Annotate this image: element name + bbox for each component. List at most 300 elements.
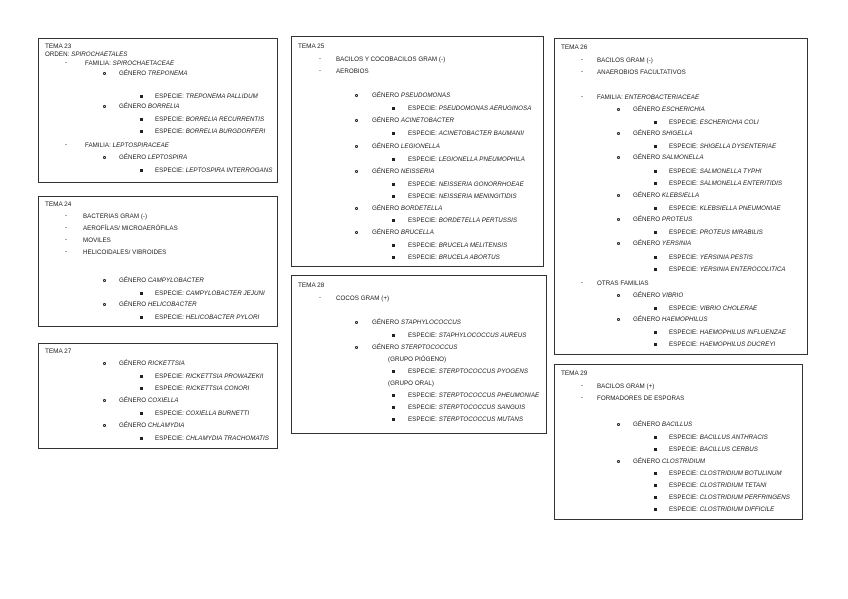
- genus-prefix: GÉNERO: [119, 397, 147, 404]
- square-bullet: [392, 219, 395, 222]
- species-prefix: ESPECIE:: [669, 341, 698, 348]
- genus-line: [372, 229, 434, 236]
- species-line: [155, 167, 272, 174]
- species-prefix: ESPECIE:: [408, 368, 437, 375]
- species-prefix: ESPECIE:: [408, 332, 437, 339]
- square-bullet: [140, 437, 143, 440]
- species-name: VIBRIO CHOLERAE: [699, 305, 758, 312]
- tema-27-box: [38, 343, 278, 449]
- order-name: SPIROCHAETALES: [71, 51, 128, 58]
- species-prefix: ESPECIE:: [669, 266, 698, 273]
- tema-title: TEMA 27: [45, 348, 72, 355]
- circle-bullet: [103, 362, 106, 365]
- square-bullet: [392, 406, 395, 409]
- genus-name: PSEUDOMONAS: [400, 92, 451, 99]
- square-bullet: [392, 334, 395, 337]
- family-name: SPIROCHAETACEAE: [112, 60, 175, 67]
- attribute-line: AEROFÍLAS/ MICROAERÓFILAS: [83, 225, 178, 232]
- square-bullet: [654, 207, 657, 210]
- genus-line: [372, 92, 450, 99]
- genus-line: [633, 421, 692, 428]
- genus-line: [372, 143, 440, 150]
- order-line: [45, 51, 127, 58]
- dash-bullet: -: [581, 280, 583, 286]
- circle-bullet: [617, 294, 620, 297]
- species-prefix: ESPECIE:: [155, 435, 184, 442]
- species-prefix: ESPECIE:: [408, 404, 437, 411]
- species-prefix: ESPECIE:: [408, 156, 437, 163]
- genus-line: [633, 316, 708, 323]
- tema-29-box: [554, 364, 803, 520]
- tema-title: TEMA 24: [45, 201, 72, 208]
- species-name: BORDETELLA PERTUSSIS: [438, 217, 518, 224]
- square-bullet: [654, 231, 657, 234]
- species-prefix: ESPECIE:: [669, 434, 698, 441]
- species-name: NEISSERIA MENINGITIDIS: [438, 193, 517, 200]
- species-name: COXIELLA BURNETTI: [185, 410, 250, 417]
- dash-bullet: -: [65, 225, 67, 231]
- tema-28-box: [291, 275, 547, 434]
- attribute-line: MOVILES: [83, 237, 111, 244]
- species-line: [408, 392, 539, 399]
- square-bullet: [392, 195, 395, 198]
- genus-line: [119, 154, 187, 161]
- dash-bullet: -: [319, 56, 321, 62]
- genus-name: TREPONEMA: [147, 70, 188, 77]
- species-line: [408, 130, 524, 137]
- attribute-line: OTRAS FAMILIAS: [597, 280, 649, 287]
- species-prefix: ESPECIE:: [669, 143, 698, 150]
- species-name: ESCHERICHIA COLI: [699, 119, 759, 126]
- dash-bullet: -: [581, 395, 583, 401]
- square-bullet: [654, 145, 657, 148]
- genus-prefix: GÉNERO: [633, 154, 661, 161]
- square-bullet: [654, 484, 657, 487]
- dash-bullet: -: [581, 383, 583, 389]
- species-prefix: ESPECIE:: [155, 314, 184, 321]
- genus-line: [372, 117, 454, 124]
- square-bullet: [654, 472, 657, 475]
- species-name: CAMPYLOBACTER JEJUNI: [185, 290, 265, 297]
- genus-name: LEPTOSPIRA: [147, 154, 188, 161]
- circle-bullet: [103, 279, 106, 282]
- species-line: [669, 329, 786, 336]
- circle-bullet: [103, 72, 106, 75]
- genus-prefix: GÉNERO: [119, 154, 147, 161]
- square-bullet: [654, 307, 657, 310]
- circle-bullet: [103, 399, 106, 402]
- group-label: (GRUPO ORAL): [388, 380, 434, 387]
- species-name: CLOSTRIDIUM TETANI: [699, 482, 767, 489]
- species-line: [669, 266, 786, 273]
- square-bullet: [654, 182, 657, 185]
- family-prefix: FAMILIA:: [597, 94, 623, 101]
- genus-line: [633, 106, 705, 113]
- species-line: [669, 494, 790, 501]
- species-line: [408, 242, 507, 249]
- species-line: [408, 254, 500, 261]
- circle-bullet: [617, 156, 620, 159]
- genus-prefix: GÉNERO: [119, 422, 147, 429]
- square-bullet: [392, 132, 395, 135]
- square-bullet: [140, 316, 143, 319]
- genus-line: [372, 168, 434, 175]
- genus-name: CAMPYLOBACTER: [147, 277, 204, 284]
- species-prefix: ESPECIE:: [155, 93, 184, 100]
- genus-name: HELICOBACTER: [147, 301, 197, 308]
- genus-prefix: GÉNERO: [372, 143, 400, 150]
- square-bullet: [654, 121, 657, 124]
- species-name: YERSINIA ENTEROCOLITICA: [699, 266, 786, 273]
- circle-bullet: [617, 423, 620, 426]
- genus-line: [119, 422, 184, 429]
- genus-prefix: GÉNERO: [372, 319, 400, 326]
- genus-line: [633, 154, 704, 161]
- species-prefix: ESPECIE:: [155, 410, 184, 417]
- genus-prefix: GÉNERO: [372, 344, 400, 351]
- species-prefix: ESPECIE:: [155, 385, 184, 392]
- species-line: [669, 482, 767, 489]
- species-name: PROTEUS MIRABILIS: [699, 229, 763, 236]
- species-name: CHLAMYDIA TRACHOMATIS: [185, 435, 269, 442]
- genus-name: BORRELIA: [147, 103, 180, 110]
- square-bullet: [654, 343, 657, 346]
- genus-line: [372, 319, 461, 326]
- genus-name: BACILLUS: [661, 421, 693, 428]
- genus-name: BRUCELLA: [400, 229, 434, 236]
- family-name: LEPTOSPIRACEAE: [112, 142, 169, 149]
- genus-prefix: GÉNERO: [633, 240, 661, 247]
- dash-bullet: -: [65, 142, 67, 148]
- genus-line: [119, 103, 180, 110]
- genus-prefix: GÉNERO: [372, 92, 400, 99]
- genus-name: SHIGELLA: [661, 130, 693, 137]
- species-prefix: ESPECIE:: [155, 290, 184, 297]
- species-prefix: ESPECIE:: [408, 217, 437, 224]
- genus-prefix: GÉNERO: [119, 277, 147, 284]
- dash-bullet: -: [581, 69, 583, 75]
- species-line: [669, 446, 758, 453]
- species-line: [155, 128, 265, 135]
- square-bullet: [140, 387, 143, 390]
- species-prefix: ESPECIE:: [669, 506, 698, 513]
- attribute-line: BACILOS Y COCOBACILOS GRAM (-): [336, 56, 446, 63]
- genus-name: RICKETTSIA: [147, 360, 185, 367]
- dash-bullet: -: [581, 94, 583, 100]
- circle-bullet: [617, 218, 620, 221]
- species-name: BACILLUS ANTHRACIS: [699, 434, 768, 441]
- genus-name: SALMONELLA: [661, 154, 704, 161]
- species-prefix: ESPECIE:: [669, 229, 698, 236]
- species-prefix: ESPECIE:: [408, 193, 437, 200]
- circle-bullet: [103, 424, 106, 427]
- circle-bullet: [355, 346, 358, 349]
- circle-bullet: [355, 145, 358, 148]
- attribute-line: ANAEROBIOS FACULTATIVOS: [597, 69, 686, 76]
- species-line: [669, 119, 759, 126]
- attribute-line: BACILOS GRAM (-): [597, 57, 653, 64]
- genus-name: STERPTOCOCCUS: [400, 344, 458, 351]
- genus-prefix: GÉNERO: [633, 292, 661, 299]
- square-bullet: [654, 331, 657, 334]
- genus-prefix: GÉNERO: [633, 421, 661, 428]
- species-name: LEGIONELLA PNEUMOPHILA: [438, 156, 525, 163]
- species-name: PSEUDOMONAS AERUGINOSA: [438, 105, 532, 112]
- species-name: KLEBSIELLA PNEUMONIAE: [699, 205, 781, 212]
- attribute-line: AEROBIOS: [336, 68, 369, 75]
- species-line: [408, 404, 525, 411]
- square-bullet: [654, 268, 657, 271]
- species-name: CLOSTRIDIUM PERFRINGENS: [699, 494, 790, 501]
- genus-line: [633, 192, 699, 199]
- species-prefix: ESPECIE:: [408, 130, 437, 137]
- circle-bullet: [103, 303, 106, 306]
- species-name: CLOSTRIDIUM BOTULINUM: [699, 470, 782, 477]
- species-prefix: ESPECIE:: [408, 416, 437, 423]
- species-line: [408, 181, 524, 188]
- genus-line: [633, 216, 692, 223]
- species-prefix: ESPECIE:: [408, 181, 437, 188]
- genus-prefix: GÉNERO: [372, 168, 400, 175]
- species-name: STERPTOCOCCUS SANGUIS: [438, 404, 526, 411]
- circle-bullet: [617, 108, 620, 111]
- species-name: STERPTOCOCCUS PYOGENS: [438, 368, 529, 375]
- species-line: [669, 305, 757, 312]
- species-name: SHIGELLA DYSENTERIAE: [699, 143, 777, 150]
- circle-bullet: [103, 156, 106, 159]
- genus-prefix: GÉNERO: [119, 103, 147, 110]
- species-line: [408, 156, 525, 163]
- genus-name: NEISSERIA: [400, 168, 435, 175]
- family-line: [597, 94, 699, 101]
- family-prefix: FAMILIA:: [85, 142, 111, 149]
- genus-line: [372, 205, 442, 212]
- species-name: NEISSERIA GONORRHOEAE: [438, 181, 524, 188]
- circle-bullet: [617, 460, 620, 463]
- square-bullet: [392, 418, 395, 421]
- species-line: [669, 254, 753, 261]
- species-prefix: ESPECIE:: [155, 167, 184, 174]
- species-name: BACILLUS CERBUS: [699, 446, 758, 453]
- genus-prefix: GÉNERO: [633, 192, 661, 199]
- circle-bullet: [103, 105, 106, 108]
- tema-title: TEMA 25: [298, 43, 325, 50]
- dash-bullet: -: [65, 249, 67, 255]
- species-name: HAEMOPHILUS INFLUENZAE: [699, 329, 787, 336]
- species-prefix: ESPECIE:: [669, 168, 698, 175]
- species-prefix: ESPECIE:: [155, 116, 184, 123]
- circle-bullet: [617, 194, 620, 197]
- tema-title: TEMA 26: [561, 44, 588, 51]
- genus-prefix: GÉNERO: [119, 70, 147, 77]
- species-name: HELICOBACTER PYLORI: [185, 314, 260, 321]
- species-prefix: ESPECIE:: [669, 470, 698, 477]
- square-bullet: [140, 95, 143, 98]
- genus-name: STAPHYLOCOCCUS: [400, 319, 461, 326]
- circle-bullet: [355, 207, 358, 210]
- species-prefix: ESPECIE:: [669, 119, 698, 126]
- genus-line: [119, 397, 179, 404]
- tema-25-box: [291, 36, 544, 267]
- species-line: [155, 93, 258, 100]
- attribute-line: HELICOIDALES/ VIBROIDES: [83, 249, 167, 256]
- tema-title: TEMA 29: [561, 370, 588, 377]
- dash-bullet: -: [65, 213, 67, 219]
- circle-bullet: [355, 231, 358, 234]
- tema-26-box: [554, 38, 808, 355]
- genus-line: [119, 277, 204, 284]
- species-line: [155, 435, 269, 442]
- species-prefix: ESPECIE:: [408, 105, 437, 112]
- tema-23-box: [38, 38, 278, 183]
- dash-bullet: -: [319, 68, 321, 74]
- species-line: [155, 373, 263, 380]
- genus-prefix: GÉNERO: [119, 301, 147, 308]
- species-line: [669, 205, 781, 212]
- dash-bullet: -: [581, 57, 583, 63]
- square-bullet: [140, 130, 143, 133]
- species-name: STERPTOCOCCUS PHEUMONIAE: [438, 392, 540, 399]
- species-name: TREPONEMA PALLIDUM: [185, 93, 258, 100]
- species-prefix: ESPECIE:: [669, 494, 698, 501]
- family-prefix: FAMILIA:: [85, 60, 111, 67]
- genus-name: KLEBSIELLA: [661, 192, 700, 199]
- genus-prefix: GÉNERO: [633, 316, 661, 323]
- genus-prefix: GÉNERO: [372, 205, 400, 212]
- species-line: [408, 368, 528, 375]
- square-bullet: [654, 508, 657, 511]
- genus-name: HAEMOPHILUS: [661, 316, 708, 323]
- species-prefix: ESPECIE:: [408, 392, 437, 399]
- square-bullet: [392, 370, 395, 373]
- species-line: [155, 314, 259, 321]
- square-bullet: [392, 256, 395, 259]
- species-line: [669, 341, 775, 348]
- attribute-line: BACILOS GRAM (+): [597, 383, 655, 390]
- circle-bullet: [355, 119, 358, 122]
- square-bullet: [392, 394, 395, 397]
- genus-name: PROTEUS: [661, 216, 693, 223]
- genus-name: LEGIONELLA: [400, 143, 440, 150]
- genus-line: [633, 292, 683, 299]
- species-prefix: ESPECIE:: [669, 329, 698, 336]
- genus-prefix: GÉNERO: [372, 229, 400, 236]
- order-prefix: ORDEN:: [45, 51, 70, 58]
- species-name: STERPTOCOCCUS MUTANS: [438, 416, 524, 423]
- dash-bullet: -: [65, 60, 67, 66]
- genus-prefix: GÉNERO: [633, 106, 661, 113]
- circle-bullet: [617, 242, 620, 245]
- species-line: [155, 410, 249, 417]
- species-line: [155, 116, 264, 123]
- species-name: SALMONELLA ENTERITIDIS: [699, 180, 783, 187]
- family-line: [85, 60, 174, 67]
- species-line: [408, 416, 523, 423]
- genus-name: VIBRIO: [661, 292, 684, 299]
- genus-prefix: GÉNERO: [372, 117, 400, 124]
- species-name: LEPTOSPIRA INTERROGANS: [185, 167, 273, 174]
- species-prefix: ESPECIE:: [155, 128, 184, 135]
- species-line: [155, 385, 249, 392]
- genus-name: YERSINIA: [661, 240, 692, 247]
- circle-bullet: [617, 132, 620, 135]
- species-line: [408, 217, 517, 224]
- species-name: ACINETOBACTER BAUMANII: [438, 130, 524, 137]
- species-line: [408, 332, 526, 339]
- genus-name: BORDETELLA: [400, 205, 443, 212]
- square-bullet: [392, 183, 395, 186]
- circle-bullet: [355, 94, 358, 97]
- genus-line: [119, 360, 185, 367]
- species-line: [408, 105, 531, 112]
- species-name: BORRELIA RECURRENTIS: [185, 116, 265, 123]
- square-bullet: [654, 436, 657, 439]
- square-bullet: [140, 412, 143, 415]
- species-line: [669, 229, 763, 236]
- genus-name: COXIELLA: [147, 397, 179, 404]
- dash-bullet: -: [65, 237, 67, 243]
- square-bullet: [392, 158, 395, 161]
- species-name: CLOSTRIDIUM DIFFICILE: [699, 506, 775, 513]
- genus-line: [633, 458, 705, 465]
- attribute-line: BACTERIAS GRAM (-): [83, 213, 148, 220]
- species-prefix: ESPECIE:: [408, 254, 437, 261]
- circle-bullet: [355, 321, 358, 324]
- genus-name: CLOSTRIDIUM: [661, 458, 706, 465]
- circle-bullet: [355, 170, 358, 173]
- family-line: [85, 142, 169, 149]
- square-bullet: [654, 448, 657, 451]
- attribute-line: COCOS GRAM (+): [336, 295, 390, 302]
- genus-prefix: GÉNERO: [119, 360, 147, 367]
- species-prefix: ESPECIE:: [669, 180, 698, 187]
- species-line: [669, 143, 776, 150]
- species-prefix: ESPECIE:: [669, 254, 698, 261]
- genus-prefix: GÉNERO: [633, 216, 661, 223]
- genus-line: [372, 344, 457, 351]
- square-bullet: [140, 292, 143, 295]
- genus-line: [633, 130, 693, 137]
- tema-24-box: [38, 196, 278, 327]
- species-prefix: ESPECIE:: [408, 242, 437, 249]
- circle-bullet: [617, 318, 620, 321]
- species-line: [669, 168, 762, 175]
- species-line: [669, 434, 768, 441]
- genus-prefix: GÉNERO: [633, 458, 661, 465]
- genus-line: [119, 301, 197, 308]
- species-prefix: ESPECIE:: [155, 373, 184, 380]
- species-name: HAEMOPHILUS DUCREYI: [699, 341, 776, 348]
- species-name: SALMONELLA TYPHI: [699, 168, 762, 175]
- square-bullet: [654, 256, 657, 259]
- dash-bullet: -: [319, 295, 321, 301]
- species-name: BRUCELA ABORTUS: [438, 254, 500, 261]
- tema-title: TEMA 28: [298, 282, 325, 289]
- species-line: [669, 506, 774, 513]
- group-label: (GRUPO PIÓGENO): [388, 356, 447, 363]
- genus-line: [633, 240, 691, 247]
- species-line: [669, 470, 782, 477]
- square-bullet: [140, 118, 143, 121]
- species-name: BORRELIA BURGDORFERI: [185, 128, 266, 135]
- species-line: [669, 180, 782, 187]
- family-name: ENTEROBACTERIACEAE: [624, 94, 700, 101]
- species-prefix: ESPECIE:: [669, 305, 698, 312]
- species-name: RICKETTSIA PROWAZEKII: [185, 373, 264, 380]
- square-bullet: [392, 107, 395, 110]
- species-line: [155, 290, 265, 297]
- square-bullet: [140, 169, 143, 172]
